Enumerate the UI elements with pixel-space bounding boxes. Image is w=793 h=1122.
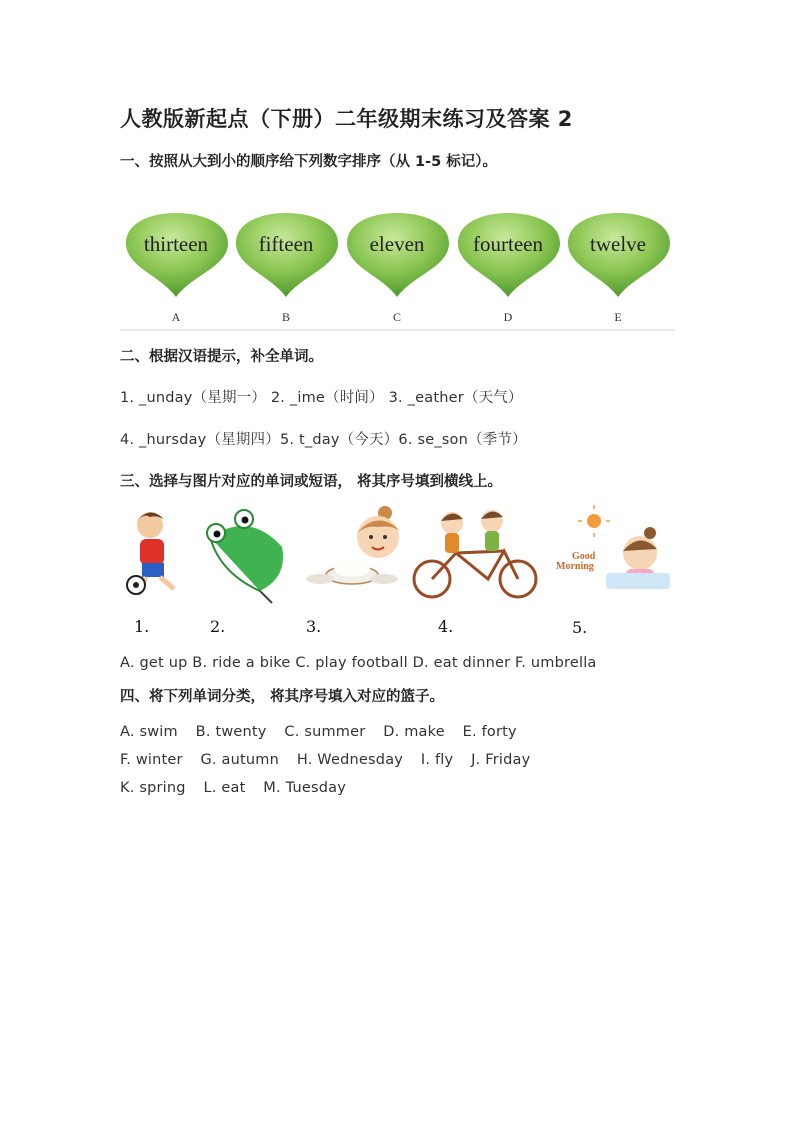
picture-number: 2.	[210, 617, 226, 636]
leaf-letter: A	[171, 310, 181, 324]
leaf-word: eleven	[369, 232, 425, 256]
section-3-heading: 三、选择与图片对应的单词或短语， 将其序号填到横线上。	[120, 474, 503, 490]
leaf-word: thirteen	[143, 232, 209, 256]
word-item: L. eat	[203, 780, 246, 796]
leaf-b	[236, 213, 338, 324]
leaf-letter: D	[503, 310, 513, 324]
picture-caption: Good	[572, 551, 596, 562]
leaf-d	[458, 213, 560, 324]
word-item: D. make	[383, 724, 445, 740]
leaf-letter: B	[281, 310, 291, 324]
word-item: A. swim	[120, 724, 178, 740]
page-title: 人教版新起点（下册）二年级期末练习及答案 2	[120, 107, 573, 131]
word-row	[120, 724, 530, 740]
word-item: H. Wednesday	[296, 752, 404, 768]
word-item: M. Tuesday	[263, 780, 347, 796]
leaf-word: twelve	[590, 232, 646, 256]
word-item: G. autumn	[200, 752, 280, 768]
boy-football-icon	[127, 512, 174, 595]
picture-caption: Morning	[556, 561, 594, 572]
leaf-c	[347, 213, 449, 324]
picture-strip	[120, 503, 675, 643]
word-row	[120, 780, 359, 796]
word-item: E. forty	[462, 724, 517, 740]
picture-number: 4.	[438, 617, 454, 636]
leaf-word: fifteen	[258, 232, 314, 256]
word-item: C. summer	[284, 724, 366, 740]
good-morning-girl-icon	[556, 505, 670, 589]
section-4-heading: 四、将下列单词分类， 将其序号填入对应的篮子。	[120, 689, 445, 705]
word-row	[120, 752, 543, 768]
number-leaves	[120, 205, 675, 331]
leaf-word: fourteen	[473, 232, 543, 256]
word-item: I. fly	[420, 752, 454, 768]
leaf-letter: C	[392, 310, 402, 324]
word-item: B. twenty	[195, 724, 267, 740]
word-item: F. winter	[120, 752, 183, 768]
word-item: K. spring	[120, 780, 186, 796]
section-2-heading: 二、根据汉语提示，补全单词。	[120, 349, 323, 365]
picture-number: 5.	[572, 618, 588, 637]
frog-umbrella-icon	[207, 510, 283, 603]
tandem-bike-icon	[414, 510, 536, 597]
leaf-e	[568, 213, 670, 324]
picture-number: 3.	[306, 617, 322, 636]
leaf-letter: E	[614, 310, 622, 324]
leaf-a	[126, 213, 228, 324]
picture-number: 1.	[134, 617, 150, 636]
options-line: A. get up B. ride a bike C. play football D. eat dinner F. umbrella	[120, 655, 597, 671]
question-line: 1. _unday（星期一） 2. _ime（时间） 3. _eather（天气）	[120, 390, 523, 406]
section-1-heading: 一、按照从大到小的顺序给下列数字排序（从 1-5 标记）。	[120, 154, 498, 170]
question-line: 4. _hursday（星期四）5. t_day（今天）6. se_son（季节）	[120, 432, 527, 448]
girl-eating-icon	[306, 506, 400, 584]
word-item: J. Friday	[471, 752, 531, 768]
